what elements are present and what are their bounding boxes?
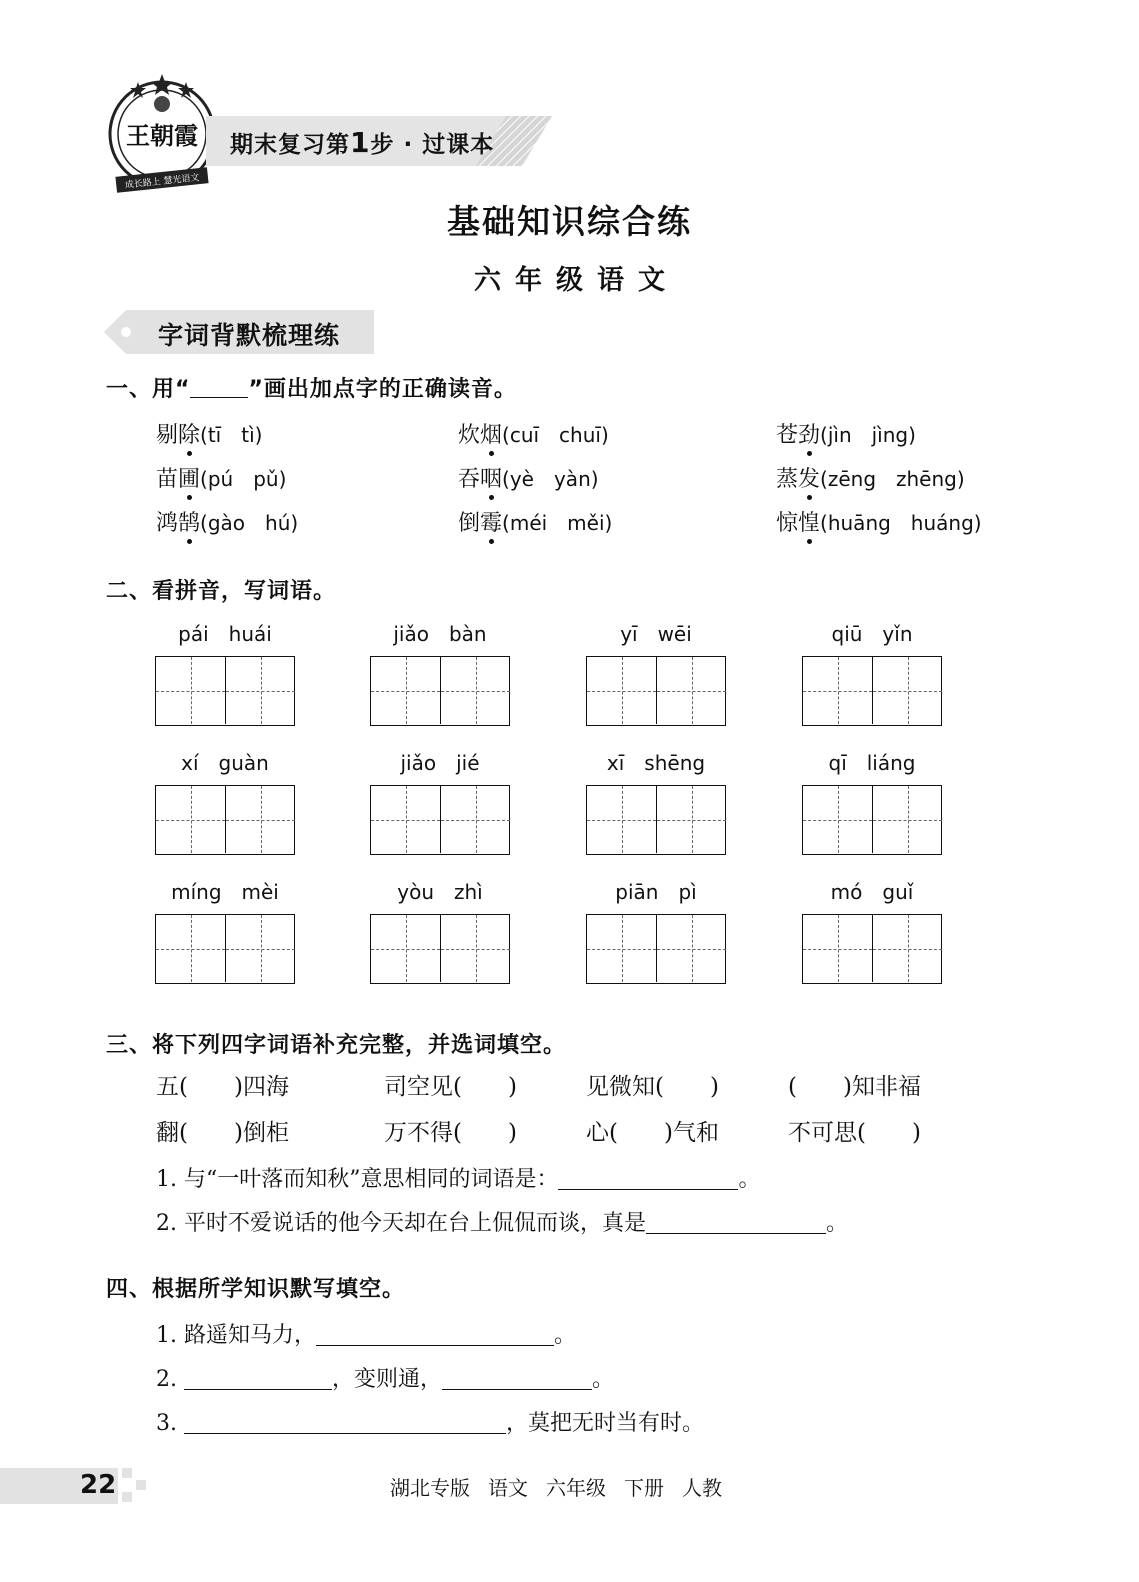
q1-word-item: 苗圃(pú pǔ) xyxy=(156,467,287,492)
grid-cell[interactable] xyxy=(873,786,942,853)
writing-grid[interactable] xyxy=(586,656,726,726)
pinyin-options[interactable]: (pú pǔ) xyxy=(200,467,287,491)
grid-cell[interactable] xyxy=(803,657,873,724)
footer-part: 人教 xyxy=(682,1476,722,1500)
pinyin-label: qī liáng xyxy=(828,751,916,775)
pinyin-options[interactable]: (cuī chuī) xyxy=(502,423,609,447)
grid-cell[interactable] xyxy=(371,915,441,982)
q1-word-item: 吞咽(yè yàn) xyxy=(458,467,599,492)
dotted-char: 除 xyxy=(178,423,201,448)
writing-grid[interactable] xyxy=(155,785,295,855)
writing-grid[interactable] xyxy=(370,656,510,726)
idiom-blank[interactable]: ( )知非福 xyxy=(788,1074,921,1100)
pinyin-label: piān pì xyxy=(615,880,697,904)
page-number: 22 xyxy=(80,1470,117,1500)
page-subtitle: 六年级语文 xyxy=(474,265,679,296)
writing-grid[interactable] xyxy=(802,785,942,855)
pinyin-label: jiǎo jié xyxy=(400,751,480,775)
dotted-char: 圃 xyxy=(178,467,201,492)
q4-line-3: 3. ，莫把无时当有时。 xyxy=(156,1411,705,1436)
q1-word-item: 倒霉(méi měi) xyxy=(458,511,613,536)
pinyin-label: xí guàn xyxy=(181,751,269,775)
dotted-char: 咽 xyxy=(480,467,503,492)
dotted-char: 发 xyxy=(798,467,821,492)
dotted-char: 惶 xyxy=(798,511,821,536)
idiom-blank[interactable]: 不可思( ) xyxy=(788,1120,921,1146)
answer-blank[interactable] xyxy=(316,1323,554,1346)
pinyin-label: yī wēi xyxy=(620,622,692,646)
pinyin-label: pái huái xyxy=(178,622,272,646)
grid-cell[interactable] xyxy=(156,657,226,724)
q1-word-item: 剔除(tī tì) xyxy=(156,423,263,448)
answer-blank[interactable] xyxy=(184,1411,506,1434)
dotted-char: 烟 xyxy=(480,423,503,448)
writing-grid[interactable] xyxy=(586,785,726,855)
pinyin-options[interactable]: (jìn jìng) xyxy=(820,423,916,447)
grid-cell[interactable] xyxy=(441,915,510,982)
q1-heading-blank xyxy=(190,379,248,398)
footer-part: 语文 xyxy=(488,1476,528,1500)
pinyin-label: xī shēng xyxy=(606,751,706,775)
page-title: 基础知识综合练 xyxy=(447,202,692,241)
q3-sentence-2: 2. 平时不爱说话的他今天却在台上侃侃而谈，真是 。 xyxy=(156,1211,849,1236)
writing-grid[interactable] xyxy=(370,914,510,984)
writing-grid[interactable] xyxy=(802,914,942,984)
grid-cell[interactable] xyxy=(803,786,873,853)
section-tag-label: 字词背默梳理练 xyxy=(158,321,341,350)
q3-sentence-1: 1. 与“一叶落而知秋”意思相同的词语是： 。 xyxy=(156,1167,761,1192)
grid-cell[interactable] xyxy=(441,786,510,853)
publisher-logo xyxy=(104,72,220,196)
pinyin-label: míng mèi xyxy=(171,880,279,904)
grid-cell[interactable] xyxy=(587,657,657,724)
answer-blank[interactable] xyxy=(184,1367,332,1390)
grid-cell[interactable] xyxy=(156,915,226,982)
grid-cell[interactable] xyxy=(587,915,657,982)
pinyin-label: yòu zhì xyxy=(397,880,483,904)
q1-word-item: 惊惶(huāng huáng) xyxy=(776,511,982,536)
pinyin-label: qiū yǐn xyxy=(831,622,913,646)
q2-heading: 二、看拼音，写词语。 xyxy=(106,579,337,604)
footer-part: 六年级 xyxy=(546,1476,606,1500)
grid-cell[interactable] xyxy=(226,786,295,853)
pinyin-options[interactable]: (yè yàn) xyxy=(502,467,599,491)
pinyin-options[interactable]: (méi měi) xyxy=(502,511,613,535)
grid-cell[interactable] xyxy=(226,915,295,982)
q1-heading: 一、用“ ”画出加点字的正确读音。 xyxy=(106,377,517,402)
dotted-char: 劲 xyxy=(798,423,821,448)
q4-heading: 四、根据所学知识默写填空。 xyxy=(106,1277,406,1302)
grid-cell[interactable] xyxy=(803,915,873,982)
pinyin-options[interactable]: (zēng zhēng) xyxy=(820,467,965,491)
writing-grid[interactable] xyxy=(155,656,295,726)
pinyin-label: jiǎo bàn xyxy=(393,622,487,646)
writing-grid[interactable] xyxy=(155,914,295,984)
pinyin-options[interactable]: (huāng huáng) xyxy=(820,511,982,535)
writing-grid[interactable] xyxy=(370,785,510,855)
q1-word-item: 蒸发(zēng zhēng) xyxy=(776,467,965,492)
grid-cell[interactable] xyxy=(873,915,942,982)
idiom-blank[interactable]: 五( )四海 xyxy=(156,1074,289,1100)
idiom-blank[interactable]: 翻( )倒柜 xyxy=(156,1120,289,1146)
q4-line-1: 1. 路遥知马力， 。 xyxy=(156,1323,576,1348)
grid-cell[interactable] xyxy=(441,657,510,724)
footer-bar xyxy=(0,1468,150,1504)
answer-blank[interactable] xyxy=(646,1211,826,1234)
writing-grid[interactable] xyxy=(586,914,726,984)
dotted-char: 鹄 xyxy=(178,511,201,536)
q4-line-2: 2. ，变则通， 。 xyxy=(156,1367,615,1392)
grid-cell[interactable] xyxy=(226,657,295,724)
idiom-blank[interactable]: 司空见( ) xyxy=(384,1074,517,1100)
logo-ribbon: 成长路上 慧光语文 xyxy=(124,173,200,191)
q3-heading: 三、将下列四字词语补充完整，并选词填空。 xyxy=(106,1033,567,1058)
pinyin-options[interactable]: (gào hú) xyxy=(200,511,299,535)
q1-word-item: 鸿鹄(gào hú) xyxy=(156,511,299,536)
footer-part: 湖北专版 xyxy=(390,1476,470,1500)
grid-cell[interactable] xyxy=(873,657,942,724)
grid-cell[interactable] xyxy=(156,786,226,853)
pinyin-label: mó guǐ xyxy=(830,880,914,904)
idiom-blank[interactable]: 见微知( ) xyxy=(586,1074,719,1100)
grid-cell[interactable] xyxy=(371,657,441,724)
q1-word-item: 炊烟(cuī chuī) xyxy=(458,423,609,448)
q1-word-item: 苍劲(jìn jìng) xyxy=(776,423,916,448)
logo-name: 王朝霞 xyxy=(126,121,198,150)
writing-grid[interactable] xyxy=(802,656,942,726)
pinyin-options[interactable]: (tī tì) xyxy=(200,423,263,447)
grid-cell[interactable] xyxy=(587,786,657,853)
grid-cell[interactable] xyxy=(657,915,726,982)
dotted-char: 霉 xyxy=(480,511,503,536)
banner-title: 期末复习第1步 · 过课本 xyxy=(230,126,495,159)
footer-part: 下册 xyxy=(624,1476,664,1500)
grid-cell[interactable] xyxy=(371,786,441,853)
grid-cell[interactable] xyxy=(657,786,726,853)
answer-blank[interactable] xyxy=(442,1367,592,1390)
answer-blank[interactable] xyxy=(558,1167,738,1190)
grid-cell[interactable] xyxy=(657,657,726,724)
footer-info xyxy=(390,1472,740,1501)
idiom-blank[interactable]: 万不得( ) xyxy=(384,1120,517,1146)
idiom-blank[interactable]: 心( )气和 xyxy=(586,1120,719,1146)
